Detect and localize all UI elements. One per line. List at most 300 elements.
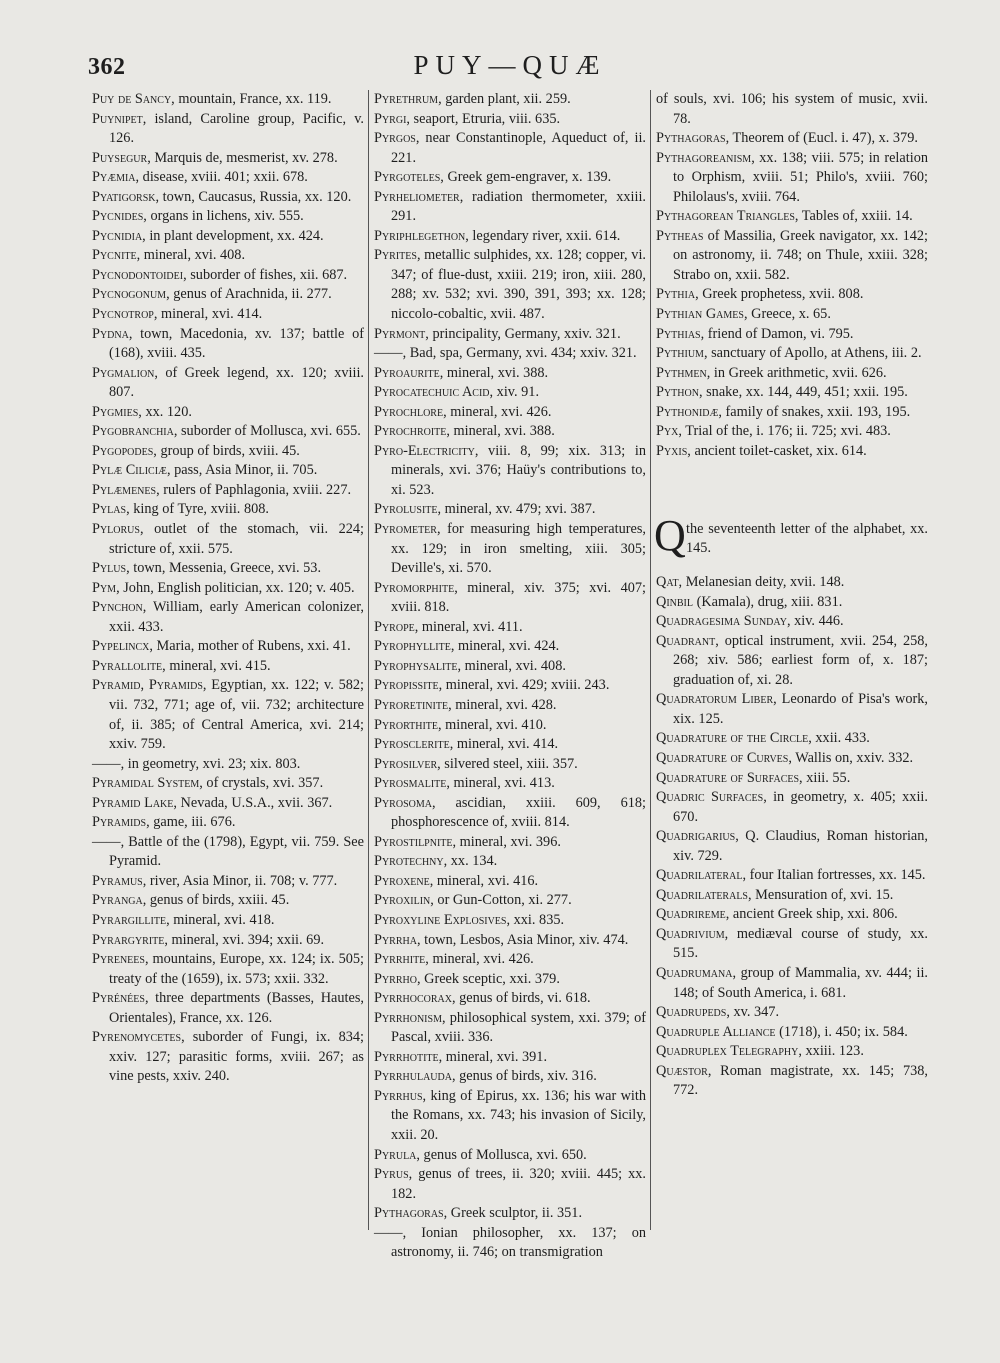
entry-text: , Roman magistrate, xx. 145; 738, 772. [673,1062,928,1099]
index-entry [374,1009,646,1048]
entry-text: , in geometry, x. 405; xxii. 670. [673,789,928,825]
entry-text: , near Constantinople, Aqueduct of, ii. 221. [391,130,646,166]
index-entry [374,696,646,716]
entry-headword: Python [656,384,699,401]
index-entry [92,110,364,149]
entry-text: , river, Asia Minor, ii. 708; v. 777. [142,872,338,889]
index-entry [656,285,928,305]
entry-text: of souls, xvi. 106; his system of music, xvii. 78. [656,91,928,127]
index-entry [374,676,646,696]
entry-headword: Quadrireme [656,906,726,923]
entry-headword: Pylæmenes [92,481,157,498]
index-entry [656,729,928,749]
entry-text: , town, Caucasus, Russia, xx. 120. [155,188,352,205]
entry-headword: Pyrometer [374,521,437,538]
index-entry [374,422,646,442]
entry-headword: Pyramids [92,814,147,831]
entry-headword: Pyramidal System [92,775,200,792]
entry-headword: Pyrorthite [374,716,439,733]
index-entry [656,1062,928,1101]
entry-headword: Quadrilateral [656,867,743,884]
index-entry [656,364,928,384]
entry-headword: Pyrénées [92,990,145,1007]
index-entry [374,364,646,384]
entry-text: , xx. 120. [138,403,192,420]
entry-text: , town, Messenia, Greece, xvi. 53. [126,560,322,577]
index-entry [656,129,928,149]
entry-headword: Quadrature of the Circle [656,730,809,747]
index-entry [656,325,928,345]
entry-text: of Massilia, Greek navigator, xx. 142; on astronomy, ii. 748; on Thule, xxiii. 328; Strabo on, xxii. 582. [673,227,928,283]
entry-text: , mineral, xvi. 414. [449,736,559,753]
entry-headword: Pyropissite [374,677,439,694]
entry-text: , pass, Asia Minor, ii. 705. [166,462,318,479]
entry-headword: Quadrilaterals [656,886,748,903]
index-entry [374,1165,646,1204]
index-entry [92,422,364,442]
index-entry [374,1204,646,1224]
entry-headword: Pyrrhulauda [374,1068,452,1085]
entry-headword: Pydna [92,325,129,342]
index-entry [374,970,646,990]
dropcap-q: Q [654,510,686,560]
entry-text: , xx. 134. [443,853,498,870]
index-entry [92,755,364,775]
entry-headword: Pyrgos [374,130,416,147]
entry-headword: Pythagoras [656,130,726,147]
index-entry [374,637,646,657]
entry-text: , principality, Germany, xxiv. 321. [425,325,621,342]
index-entry [656,383,928,403]
entry-headword: Pyroaurite [374,364,440,381]
index-entry [656,442,928,462]
entry-headword: Pyrites [374,247,417,264]
entry-headword: Pygopodes [92,442,154,459]
entry-text: , Marquis de, mesmerist, xv. 278. [147,149,338,166]
entry-headword: Quæstor [656,1062,708,1079]
entry-text: , group of birds, xviii. 45. [153,442,300,459]
entry-headword: Quadrature of Curves [656,750,789,766]
entry-headword: Pyrosclerite [374,736,450,753]
entry-text: , Wallis on, xxiv. 332. [788,750,914,766]
entry-headword: Pygobranchia [92,423,174,440]
index-entry [656,227,928,286]
index-entry [374,774,646,794]
index-entry [374,1067,646,1087]
entry-headword: Pythias [656,325,701,342]
entry-headword: Pyriphlegethon [374,227,466,244]
index-entry [92,794,364,814]
entry-text: , friend of Damon, vi. 795. [700,325,854,342]
entry-headword: Pym [92,579,117,596]
section-gap [656,461,928,505]
index-entry [656,90,928,129]
entry-headword: Pylorus [92,521,140,538]
index-entry [374,325,646,345]
index-entry [656,827,928,866]
entry-text: , genus of birds, xxiii. 45. [142,892,290,909]
index-entry [92,872,364,892]
index-entry [374,794,646,833]
index-entry [656,344,928,364]
entry-headword: Pyrochroite [374,423,447,440]
index-entry [656,866,928,886]
entry-text: , xxiii. 123. [798,1043,864,1060]
index-entry [656,690,928,729]
entry-headword: Puynipet [92,110,143,127]
entry-text: , Maria, mother of Rubens, xxi. 41. [149,638,351,655]
entry-headword: Qinbil [656,593,693,610]
entry-text: , silvered steel, xiii. 357. [437,755,578,772]
entry-text: , mineral, xvi. 424. [450,638,560,655]
entry-text: , for measuring high temperatures, xx. 129; in iron smelting, xiii. 305; Deville's, xi. 570. [391,521,646,577]
entry-text: , Tables of, xxiii. 14. [794,208,913,225]
entry-text: , mineral, xvi. 413. [446,775,555,792]
entry-headword: Pyrargillite [92,911,167,928]
entry-text: , mineral, xvi. 388. [446,423,555,440]
index-entry [374,911,646,931]
index-column-3-py [656,90,928,461]
entry-text: , William, early American colonizer, xxii. 433. [109,599,364,635]
index-entry [374,1146,646,1166]
index-entry [656,964,928,1003]
index-entry [374,1048,646,1068]
entry-text: , mineral, xvi. 408. [136,247,246,264]
entry-text: , ancient toilet-casket, xix. 614. [687,442,867,459]
entry-headword: Pythagoras [374,1205,444,1222]
index-entry [92,657,364,677]
index-entry [656,632,928,691]
entry-headword: Pyrula [374,1146,417,1163]
entry-text: , four Italian fortresses, xx. 145. [742,867,926,884]
index-entry [374,188,646,227]
entry-text: , xx. 138; viii. 575; in relation to Orphism, xviii. 51; Philo's, xviii. 760; Philolaus's, xviii. 764. [673,149,928,205]
entry-text: , mineral, xvi. 411. [414,618,523,635]
index-entry [92,833,364,872]
entry-headword: Pythmen [656,364,707,381]
entry-text: , Egyptian, xx. 122; v. 582; vii. 732, 771; age of, vii. 732; architecture of, ii. 385; of Central America, xvi. 214; xxiv. 759. [109,677,364,753]
entry-text: , town, Lesbos, Asia Minor, xiv. 474. [416,931,629,948]
entry-text: , radiation thermometer, xxiii. 291. [391,188,646,225]
index-entry [374,110,646,130]
entry-text: , mineral, xvi. 391. [438,1048,548,1065]
index-entry [92,266,364,286]
entry-headword: Pyro-Electricity [374,442,475,459]
index-entry [374,383,646,403]
entry-headword: Pythium [656,345,704,362]
entry-text: , John, English politician, xx. 120; v. 405. [116,579,355,596]
entry-text: , suborder of Mollusca, xvi. 655. [173,423,361,440]
entry-headword: Pyæmia [92,169,136,186]
entry-text: ——, in geometry, xvi. 23; xix. 803. [92,755,301,772]
entry-headword: Pyrocatechuic Acid [374,384,490,401]
entry-headword: Pycnotrop [92,306,154,323]
entry-text: , mountain, France, xx. 119. [171,91,332,107]
index-entry [374,442,646,501]
entry-text: , mineral, xvi. 408. [457,657,566,674]
entry-headword: Pyrenees [92,951,145,968]
entry-headword: Pyrenomycetes [92,1029,182,1046]
entry-text: , mineral, xvi. 414. [153,306,263,323]
entry-headword: Pyranga [92,892,143,909]
index-entry [374,246,646,324]
index-entry [374,950,646,970]
index-column-3 [656,90,928,1101]
entry-headword: Pyroxilin [374,892,431,909]
entry-text: , Theorem of (Eucl. i. 47), x. 379. [725,130,918,147]
entry-text: , mediæval course of study, xx. 515. [673,925,928,962]
entry-text: , legendary river, xxii. 614. [465,227,621,244]
index-entry [656,1042,928,1062]
index-entry [92,285,364,305]
index-entry [656,403,928,423]
index-entry [374,657,646,677]
entry-headword: Pyrosmalite [374,775,447,792]
index-entry [92,461,364,481]
index-entry [374,1224,646,1263]
index-entry [92,989,364,1028]
entry-text: , genus of trees, ii. 320; xviii. 445; xx. 182. [391,1166,646,1202]
entry-text: , mineral, xvi. 429; xviii. 243. [438,677,610,694]
index-entry [374,1087,646,1146]
entry-text: , mineral, xvi. 428. [448,696,557,713]
index-entry [92,774,364,794]
index-entry [374,716,646,736]
entry-headword: Pyramid Lake [92,794,174,811]
entry-text: , genus of birds, vi. 618. [451,990,591,1007]
entry-text: , island, Caroline group, Pacific, v. 126. [109,110,364,147]
entry-headword: Pylas [92,501,127,518]
entry-text: , genus of birds, xiv. 316. [451,1068,597,1085]
index-entry [656,788,928,827]
entry-text: , game, iii. 676. [146,814,236,831]
entry-headword: Pyroretinite [374,696,449,713]
page-number: 362 [88,54,126,80]
entry-headword: Quadric Surfaces [656,789,764,806]
entry-text: ——, Ionian philosopher, xx. 137; on astronomy, ii. 746; on transmigration [374,1224,646,1261]
entry-text: , xiii. 55. [799,769,851,786]
entry-headword: Pyrope [374,618,415,635]
entry-headword: Pyrochlore [374,403,444,420]
letter-q-intro-text: the seventeenth letter of the alphabet, xx. 145. [686,520,928,557]
index-entry [656,769,928,789]
column-rule-right [650,90,651,1230]
entry-text: , mineral, xiv. 375; xvi. 407; xviii. 818. [391,579,646,616]
entry-headword: Pythian Games [656,306,744,323]
entry-headword: Pypelincx [92,638,150,655]
entry-text: , Greece, x. 65. [743,306,831,323]
entry-text: , xiv. 446. [786,613,844,630]
index-entry [374,618,646,638]
running-head: PUY—QUÆ [413,50,607,80]
entry-headword: Pyrallolite [92,657,163,674]
entry-headword: Quadragesima Sunday [656,613,787,630]
entry-text: , king of Tyre, xviii. 808. [126,501,269,518]
index-entry [92,579,364,599]
entry-headword: Pycnodontoidei [92,266,184,283]
entry-text: , disease, xviii. 401; xxii. 678. [135,169,308,186]
index-entry [374,989,646,1009]
entry-headword: Quadrant [656,632,716,649]
entry-headword: Pylus [92,560,127,577]
index-entry [92,559,364,579]
entry-headword: Pyrgi [374,110,407,127]
index-entry [656,149,928,208]
index-entry [92,911,364,931]
entry-headword: Pythonidæ [656,403,719,420]
index-entry [374,872,646,892]
entry-headword: Pyrophyllite [374,638,451,655]
entry-headword: Quadrupeds [656,1004,727,1021]
entry-headword: Pyroxyline Explosives [374,911,507,928]
entry-text: , Greek sculptor, ii. 351. [443,1205,583,1222]
entry-text: , mineral, xvi. 416. [429,872,539,889]
entry-text: ——, Battle of the (1798), Egypt, vii. 759. See Pyramid. [92,833,364,870]
index-entry [656,1023,928,1043]
index-column-3-q [656,573,928,1101]
index-entry [374,833,646,853]
index-entry [92,364,364,403]
entry-text: , Greek prophetess, xvii. 808. [695,286,864,303]
index-entry [374,755,646,775]
entry-headword: Pyrrhocorax [374,990,452,1007]
entry-headword: Pytheas [656,227,704,244]
index-entry [92,305,364,325]
entry-headword: Pyramus [92,872,143,889]
entry-headword: Pyrrha [374,931,417,948]
entry-headword: Pyrmont [374,325,426,342]
entry-text: , organs in lichens, xiv. 555. [143,208,304,225]
entry-headword: Pyrheliometer [374,188,460,205]
index-entry [92,188,364,208]
index-entry [92,227,364,247]
entry-headword: Pythagoreanism [656,149,752,166]
entry-headword: Pyrrhite [374,951,426,968]
entry-text: , king of Epirus, xx. 136; his war with the Romans, xx. 743; his invasion of Sicily, xxii. 20. [391,1087,646,1143]
entry-text: , three departments (Basses, Hautes, Orientales), France, xx. 126. [109,990,364,1026]
entry-text: , genus of Arachnida, ii. 277. [166,286,332,303]
entry-headword: Pycnogonum [92,286,167,303]
entry-headword: Puy de Sancy [92,91,172,107]
entry-headword: Pyrophysalite [374,657,458,674]
index-entry [92,931,364,951]
entry-text: , viii. 8, 99; xix. 313; in minerals, xvi. 376; Haüy's contributions to, xi. 523. [391,442,646,498]
index-entry [92,598,364,637]
entry-headword: Pyrolusite [374,501,438,518]
entry-headword: Pyrrhotite [374,1048,439,1065]
entry-text: , Nevada, U.S.A., xvii. 367. [173,794,333,811]
entry-headword: Pyrargyrite [92,931,165,948]
entry-text: , Trial of the, i. 176; ii. 725; xvi. 483. [678,423,891,440]
index-entry [92,403,364,423]
index-entry [656,305,928,325]
entry-text: (Kamala), drug, xiii. 831. [693,593,843,610]
entry-headword: Pycnides [92,208,144,225]
index-column-1 [92,90,364,1087]
index-entry [92,637,364,657]
index-entry [374,579,646,618]
entry-text: , suborder of Fungi, ix. 834; xxiv. 127; parasitic forms, xviii. 267; as vine pests, xxiv. 240. [109,1029,364,1085]
index-entry [656,905,928,925]
entry-text: , mineral, xvi. 426. [443,403,552,420]
letter-q-intro [654,510,928,560]
entry-text: , of Greek legend, xx. 120; xviii. 807. [109,364,364,401]
index-entry [92,481,364,501]
index-entry [656,925,928,964]
entry-text: , xiv. 91. [489,384,540,401]
entry-headword: Puysegur [92,149,148,166]
column-rule-left [368,90,369,1230]
entry-headword: Pyrotechny [374,853,444,870]
entry-headword: Pyrethrum [374,91,439,107]
index-entry [92,246,364,266]
index-entry [92,207,364,227]
entry-headword: Pyrosilver [374,755,438,772]
entry-text: , mineral, xvi. 394; xxii. 69. [164,931,325,948]
entry-text: , Melanesian deity, xvii. 148. [678,574,845,591]
entry-text: , ascidian, xxiii. 609, 618; phosphorescence of, xviii. 814. [391,794,646,831]
entry-headword: Pycnite [92,247,137,264]
entry-text: , philosophical system, xxi. 379; of Pascal, xviii. 336. [391,1009,646,1046]
index-entry [374,931,646,951]
entry-text: , mineral, xvi. 410. [438,716,547,733]
index-entry [374,520,646,579]
index-entry [374,344,646,364]
index-entry [92,500,364,520]
entry-text: , Mensuration of, xvi. 15. [748,886,894,903]
index-entry [92,168,364,188]
entry-text: , Greek sceptic, xxi. 379. [416,970,560,987]
entry-text: , mineral, xvi. 396. [452,833,561,850]
entry-text: , xxii. 433. [808,730,870,747]
index-entry [656,749,928,769]
entry-headword: Pyatigorsk [92,188,156,205]
entry-headword: Pyxis [656,442,688,459]
entry-text: , garden plant, xii. 259. [438,91,571,107]
index-entry [374,500,646,520]
entry-text: , or Gun-Cotton, xi. 277. [430,892,572,909]
entry-headword: Pyromorphite [374,579,455,596]
entry-text: , xv. 347. [726,1004,780,1021]
entry-text: , genus of Mollusca, xvi. 650. [416,1146,587,1163]
index-entry [92,813,364,833]
entry-headword: Pylæ Ciliciæ [92,462,167,479]
index-entry [656,612,928,632]
entry-text: ——, Bad, spa, Germany, xvi. 434; xxiv. 321. [374,345,637,362]
entry-headword: Quadrumana [656,965,733,982]
entry-text: (1718), i. 450; ix. 584. [775,1023,908,1040]
entry-headword: Pygmies [92,403,139,420]
entry-text: , mineral, xvi. 426. [425,951,534,968]
entry-text: , mountains, Europe, xx. 124; ix. 505; treaty of the (1659), ix. 573; xxii. 332. [109,951,364,987]
entry-text: , suborder of fishes, xii. 687. [183,266,348,283]
entry-text: , sanctuary of Apollo, at Athens, iii. 2. [703,345,922,362]
entry-text: , outlet of the stomach, vii. 224; stricture of, xxii. 575. [109,521,364,557]
entry-text: , mineral, xvi. 388. [439,364,549,381]
index-entry [92,891,364,911]
entry-headword: Quadratorum Liber [656,691,774,708]
entry-headword: Pyrosoma [374,794,432,811]
entry-headword: Pynchon [92,599,143,616]
index-entry [92,442,364,462]
entry-text: , in Greek arithmetic, xvii. 626. [706,364,887,381]
index-entry [92,90,364,110]
index-entry [656,207,928,227]
entry-text: , mineral, xvi. 418. [166,911,275,928]
entry-text: , seaport, Etruria, viii. 635. [406,110,561,127]
entry-text: , family of snakes, xxii. 193, 195. [718,403,911,420]
entry-headword: Pythia [656,286,696,303]
